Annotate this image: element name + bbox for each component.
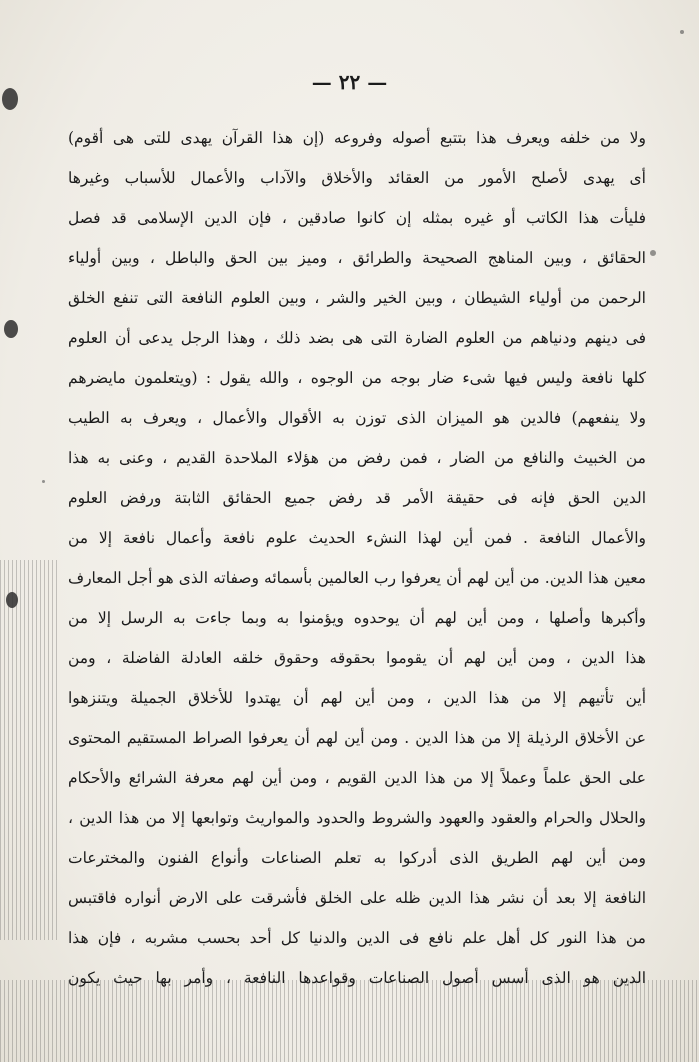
text-line: والحلال والحرام والعقود والعهود والشروط والحدود والمواريث وتوابعها إلا من هذا الدين ،: [68, 809, 646, 827]
page-number: — ٢٢ —: [311, 70, 388, 94]
scan-smudge: [2, 88, 18, 110]
text-line: النافعة إلا بعد أن نشر هذا الدين ظله على الخلق فأشرقت على الارض أنواره فاقتبس: [68, 889, 646, 907]
body-text: [68, 118, 646, 998]
text-line: فليأت هذا الكاتب أو غيره بمثله إن كانوا صادقين ، فإن الدين الإسلامى قد فصل: [68, 209, 646, 227]
text-line: الدين الحق فإنه فى حقيقة الأمر قد رفض جميع الحقائق الثابتة ورفض العلوم: [68, 489, 646, 507]
text-line: ولا من خلفه ويعرف هذا بتتبع أصوله وفروعه (إن هذا القرآن يهدى للتى هى أقوم): [68, 129, 646, 147]
scan-speck: [650, 250, 656, 256]
text-line: على الحق علماً وعملاً إلا من هذا الدين القويم ، ومن أين لهم معرفة الشرائع والأحكام: [68, 769, 646, 787]
text-line: معين هذا الدين. من أين لهم أن يعرفوا رب العالمين بأسمائه وصفاته الذى هو أجل المعارف: [68, 569, 646, 587]
text-line: من هذا النور كل أهل علم نافع فى الدين والدنيا كل أحد بحسب مشربه ، فإن هذا: [68, 929, 646, 947]
text-line: أين تأتيهم إلا من هذا الدين ، ومن أين لهم أن يهتدوا للأخلاق الجميلة ويتنزهوا: [68, 689, 646, 707]
scan-speck: [42, 480, 45, 483]
text-line: ولا ينفعهم) فالدين هو الميزان الذى توزن به الأقوال والأعمال ، ويعرف به الطيب: [68, 409, 646, 427]
text-line: الحقائق ، وبين المناهج الصحيحة والطرائق ، وميز بين الحق والباطل ، وبين أولياء: [68, 249, 646, 267]
text-line: هذا الدين ، ومن أين لهم أن يقوموا بحقوقه وحقوق خلقه العادلة الفاضلة ، ومن: [68, 649, 646, 667]
scan-speck: [680, 30, 684, 34]
text-line: كلها نافعة وليس فيها شىء ضار بوجه من الوجوه ، والله يقول : (ويتعلمون مايضرهم: [68, 369, 646, 387]
text-line: ومن أين لهم الطريق الذى أدركوا به تعلم الصناعات وأنواع الفنون والمخترعات: [68, 849, 646, 867]
scan-noise: [0, 980, 699, 1062]
text-line: عن الأخلاق الرذيلة إلا من هذا الدين . ومن أين لهم أن يعرفوا الصراط المستقيم المحتوى: [68, 729, 646, 747]
scan-smudge: [4, 320, 18, 338]
text-line: والأعمال النافعة . فمن أين لهذا النشء الحديث علوم نافعة وأعمال نافعة إلا من: [68, 529, 646, 547]
text-line: الدين هو الذى أسس أصول الصناعات وقواعدها النافعة ، وأمر بها حيث يكون: [68, 969, 646, 987]
text-line: أى يهدى لأصلح الأمور من العقائد والأخلاق والآداب والأعمال للأسباب وغيرها: [68, 169, 646, 187]
scan-noise: [0, 560, 60, 940]
text-line: فى دينهم ودنياهم من العلوم الضارة التى هى بضد ذلك ، وهذا الرجل يدعى أن العلوم: [68, 329, 646, 347]
text-line: الرحمن من أولياء الشيطان ، وبين الخير والشر ، وبين العلوم النافعة التى تنفع الخلق: [68, 289, 646, 307]
text-line: من الخبيث والنافع من الضار ، فمن رفض من هؤلاء الملاحدة القديم ، وعنى به هذا: [68, 449, 646, 467]
text-line: وأكبرها وأصلها ، ومن أين لهم أن يوحدوه ويؤمنوا به وبما جاءت به الرسل إلا من: [68, 609, 646, 627]
